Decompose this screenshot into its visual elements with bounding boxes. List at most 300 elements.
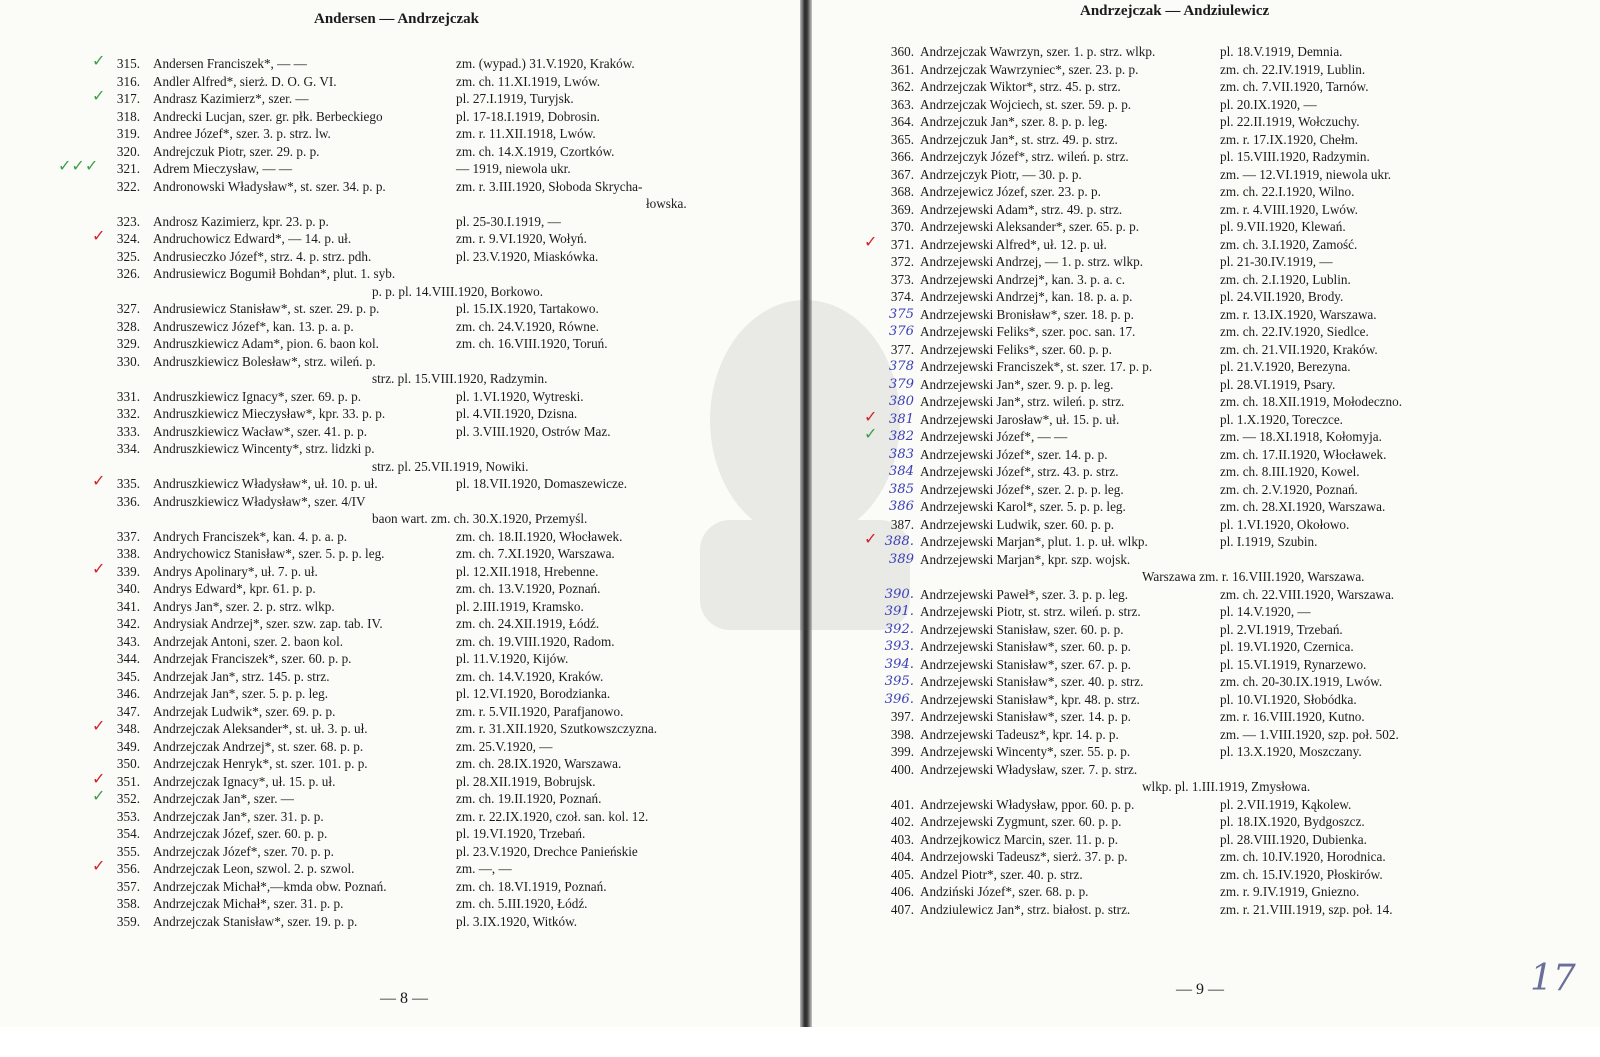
entry-continuation: Warszawa zm. r. 16.VIII.1920, Warszawa. xyxy=(1142,569,1365,584)
entry-name: Andrzejewski Józef*, szer. 2. p. p. leg. xyxy=(920,481,1124,497)
entry-death-info: pl. 12.XII.1918, Hrebenne. xyxy=(456,563,599,579)
entry-name: Andrzejewski Bronisław*, szer. 18. p. p. xyxy=(920,306,1134,322)
entry-name: Andrzejczak Stanisław*, szer. 19. p. p. xyxy=(153,913,358,929)
entry-number: 344. xyxy=(116,651,140,666)
entry-number: 399. xyxy=(890,744,914,759)
entry-death-info: pl. 25-30.I.1919, — xyxy=(456,213,561,229)
entry-death-info: pl. 21-30.IV.1919, — xyxy=(1220,254,1333,269)
entry-death-info: pl. 28.VIII.1920, Dubienka. xyxy=(1220,831,1367,847)
entry-name: Andrzejewski Stanisław, szer. 60. p. p. xyxy=(920,621,1124,637)
entry-number: 398. xyxy=(890,726,914,742)
entry-name: Andrzejewski Franciszek*, st. szer. 17. p. p. xyxy=(920,359,1153,374)
entry-death-info: pl. 21.V.1920, Berezyna. xyxy=(1220,359,1351,374)
entry-name: Andrys Edward*, kpr. 61. p. p. xyxy=(153,581,316,596)
entry-number: 389 xyxy=(888,551,914,567)
entry-name: Andrzejak Ludwik*, szer. 69. p. p. xyxy=(153,703,336,719)
entry-name: Andrys Jan*, szer. 2. p. strz. wlkp. xyxy=(153,598,335,614)
check-icon: ✓ xyxy=(92,86,106,105)
entry-number: 378 xyxy=(888,359,914,374)
entry-number: 391. xyxy=(884,604,914,619)
entry-name: Andrzejczuk Jan*, szer. 8. p. p. leg. xyxy=(920,114,1108,129)
entry-name: Andrych Franciszek*, kan. 4. p. a. p. xyxy=(153,528,348,544)
entry-death-info: zm. — 18.XI.1918, Kołomyja. xyxy=(1220,429,1382,444)
entry-death-info: pl. 14.V.1920, — xyxy=(1220,604,1311,619)
entry-death-info: zm. r. 21.VIII.1919, szp. poł. 14. xyxy=(1220,901,1393,917)
entry-name: Andruszkiewicz Adam*, pion. 6. baon kol. xyxy=(153,336,379,351)
entry-death-info: pl. 1.VI.1920, Okołowo. xyxy=(1220,516,1350,532)
entry-death-info: pl. 17-18.I.1919, Dobrosin. xyxy=(456,108,600,124)
entry-number: 400. xyxy=(890,761,914,777)
entry-number: 373. xyxy=(890,271,914,287)
entry-number: 365. xyxy=(890,131,914,147)
check-icon: ✓ xyxy=(92,471,106,490)
entry-death-info: zm. ch. 19.VIII.1920, Radom. xyxy=(456,633,615,649)
entry-name: Andrzejewski Zygmunt, szer. 60. p. p. xyxy=(920,814,1122,829)
right-page xyxy=(812,0,1600,1057)
entry-death-info: pl. 19.VI.1920, Trzebań. xyxy=(456,826,586,841)
handwritten-page-note: 17 xyxy=(1530,958,1576,999)
entry-number: 331. xyxy=(116,388,140,404)
entry-number: 351. xyxy=(116,773,140,789)
entry-name: Andrusiewicz Stanisław*, st. szer. 29. p. p. xyxy=(153,301,380,316)
entry-death-info: pl. 28.XII.1919, Bobrujsk. xyxy=(456,773,596,789)
entry-death-info: pl. 19.VI.1920, Czernica. xyxy=(1220,639,1354,654)
entry-name: Andrzejewski Władysław, szer. 7. p. strz. xyxy=(920,761,1138,777)
entry-number: 334. xyxy=(116,441,140,456)
entry-name: Andrejczuk Piotr, szer. 29. p. p. xyxy=(153,143,320,159)
entry-number: 347. xyxy=(116,703,140,719)
entry-number: 352. xyxy=(116,791,140,806)
entry-number: 335. xyxy=(116,476,140,491)
entry-death-info: zm. ch. 8.III.1920, Kowel. xyxy=(1220,464,1360,479)
entry-name: Andrzejczyk Józef*, strz. wileń. p. strz. xyxy=(920,149,1129,164)
entry-number: 381 xyxy=(888,411,914,427)
entry-number: 349. xyxy=(116,738,140,754)
entry-number: 396. xyxy=(884,691,914,707)
entry-name: Andrzejczak Wojciech, st. szer. 59. p. p. xyxy=(920,96,1132,112)
entry-number: 375 xyxy=(888,306,914,322)
check-icon: ✓ xyxy=(92,856,106,875)
entry-death-info: zm. ch. 2.I.1920, Lublin. xyxy=(1220,271,1351,287)
entry-death-info: zm. ch. 28.IX.1920, Warszawa. xyxy=(456,756,622,771)
entry-death-info: pl. 2.III.1919, Kramsko. xyxy=(456,598,584,614)
entry-number: 370. xyxy=(890,219,914,234)
entry-death-info: zm. ch. 15.IV.1920, Płoskirów. xyxy=(1220,866,1383,882)
entry-number: 374. xyxy=(890,289,914,304)
entry-death-info: zm. (wypad.) 31.V.1920, Kraków. xyxy=(456,56,635,71)
entry-death-info: zm. r. 4.VIII.1920, Lwów. xyxy=(1220,201,1358,217)
entry-death-info: pl. 18.IX.1920, Bydgoszcz. xyxy=(1220,814,1365,829)
entry-number: 338. xyxy=(116,546,140,561)
entry-death-info: zm. ch. 13.V.1920, Poznań. xyxy=(456,581,601,596)
entry-death-info: zm. 25.V.1920, — xyxy=(456,738,553,754)
page-header: Andrzejczak — Andziulewicz xyxy=(1080,3,1270,19)
entry-name: Andrzejak Franciszek*, szer. 60. p. p. xyxy=(153,651,352,666)
entry-name: Andrzejewski Józef*, strz. 43. p. strz. xyxy=(920,464,1119,479)
entry-name: Andrzejewski Alfred*, uł. 12. p. uł. xyxy=(920,236,1107,252)
entry-death-info: zm. r. 17.IX.1920, Chełm. xyxy=(1220,131,1359,147)
entry-name: Andree Józef*, szer. 3. p. strz. lw. xyxy=(153,126,331,141)
entry-number: 315. xyxy=(116,56,140,71)
entry-name: Andrzejewski Andrzej*, kan. 18. p. a. p. xyxy=(920,289,1133,304)
entry-number: 376 xyxy=(888,324,914,339)
entry-name: Andrzejczak Wiktor*, strz. 45. p. strz. xyxy=(920,79,1121,94)
check-icon: ✓ xyxy=(92,786,106,805)
entry-name: Andrzejewski Tadeusz*, kpr. 14. p. p. xyxy=(920,726,1119,742)
entry-number: 324. xyxy=(116,231,140,246)
entry-death-info: zm. —, — xyxy=(456,861,512,876)
entry-death-info: pl. 3.VIII.1920, Ostrów Maz. xyxy=(456,423,611,439)
entry-number: 327. xyxy=(116,301,140,316)
entry-continuation: strz. pl. 25.VII.1919, Nowiki. xyxy=(372,458,529,474)
entry-number: 361. xyxy=(890,61,914,77)
entry-name: Andrzejewski Feliks*, szer. poc. san. 17. xyxy=(920,324,1136,339)
entry-name: Andrzejewski Stanisław*, szer. 60. p. p. xyxy=(920,639,1131,654)
entry-continuation: łowska. xyxy=(646,196,687,211)
entry-number: 406. xyxy=(890,884,914,899)
entry-death-info: pl. 24.VII.1920, Brody. xyxy=(1220,289,1344,304)
entry-death-info: zm. ch. 17.II.1920, Włocławek. xyxy=(1220,446,1387,462)
entry-name: Andrzejewski Andrzej, — 1. p. strz. wlkp. xyxy=(920,254,1144,269)
entry-number: 332. xyxy=(116,406,140,421)
entry-name: Andrzejewski Stanisław*, szer. 67. p. p. xyxy=(920,656,1131,672)
entry-death-info: zm. ch. 22.IV.1919, Lublin. xyxy=(1220,61,1366,77)
entry-name: Andrychowicz Stanisław*, szer. 5. p. p. leg. xyxy=(153,546,385,561)
entry-death-info: zm. ch. 5.III.1920, Łódź. xyxy=(456,896,588,911)
entry-death-info: zm. r. 9.VI.1920, Wołyń. xyxy=(456,231,587,246)
entry-name: Andruszkiewicz Wacław*, szer. 41. p. p. xyxy=(153,423,368,439)
entry-death-info: zm. r. 13.IX.1920, Warszawa. xyxy=(1220,306,1377,322)
entry-number: 363. xyxy=(890,96,914,112)
entry-death-info: pl. 11.V.1920, Kijów. xyxy=(456,651,569,666)
entry-name: Andrzejczak Henryk*, st. szer. 101. p. p. xyxy=(153,756,368,771)
entry-number: 322. xyxy=(116,178,140,194)
entry-number: 355. xyxy=(116,843,140,859)
entry-name: Andrys Apolinary*, uł. 7. p. uł. xyxy=(153,563,318,579)
entry-name: Andzel Piotr*, szer. 40. p. strz. xyxy=(920,866,1083,882)
entry-number: 371. xyxy=(890,236,914,252)
scan-margin xyxy=(0,1027,1600,1057)
entry-name: Andziński Józef*, szer. 68. p. p. xyxy=(920,884,1089,899)
entry-continuation: wlkp. pl. 1.III.1919, Zmysłowa. xyxy=(1142,779,1311,794)
entry-name: Andrzejak Antoni, szer. 2. baon kol. xyxy=(153,633,344,649)
entry-death-info: zm. ch. 16.VIII.1920, Toruń. xyxy=(456,336,608,351)
entry-name: Andersen Franciszek*, — — xyxy=(153,56,307,71)
entry-number: 382 xyxy=(888,429,914,444)
entry-death-info: zm. r. 16.VIII.1920, Kutno. xyxy=(1220,709,1365,724)
entry-death-info: zm. ch. 22.VIII.1920, Warszawa. xyxy=(1220,586,1395,602)
entry-name: Andrzejewski Jan*, strz. wileń. p. strz. xyxy=(920,394,1125,409)
entry-number: 323. xyxy=(116,213,140,229)
entry-name: Andrzejewski Karol*, szer. 5. p. p. leg. xyxy=(920,499,1126,514)
entry-name: Andrzejewski Paweł*, szer. 3. p. p. leg. xyxy=(920,586,1129,602)
check-icon: ✓ xyxy=(864,529,878,548)
entry-death-info: zm. ch. 22.I.1920, Wilno. xyxy=(1220,184,1355,199)
entry-number: 321. xyxy=(116,161,140,176)
entry-number: 372. xyxy=(890,254,914,269)
entry-number: 356. xyxy=(116,861,140,876)
entry-number: 317. xyxy=(116,91,140,106)
entry-continuation: baon wart. zm. ch. 30.X.1920, Przemyśl. xyxy=(372,511,588,526)
entry-name: Andrzejak Jan*, strz. 145. p. strz. xyxy=(153,668,330,684)
check-icon: ✓ xyxy=(864,406,878,426)
entry-name: Andruszkiewicz Władysław*, szer. 4/IV xyxy=(153,493,366,509)
entry-name: Andruszkiewicz Mieczysław*, kpr. 33. p. p. xyxy=(153,406,386,421)
entry-number: 407. xyxy=(890,901,914,917)
entry-death-info: pl. 4.VII.1920, Dzisna. xyxy=(456,406,578,421)
entry-number: 345. xyxy=(116,668,140,684)
entry-name: Andrzejczak Andrzej*, st. szer. 68. p. p. xyxy=(153,738,364,754)
entry-number: 397. xyxy=(890,709,914,724)
entry-number: 388. xyxy=(884,534,914,549)
entry-name: Andrusiewicz Bogumił Bohdan*, plut. 1. syb. xyxy=(153,266,396,281)
entry-death-info: zm. ch. 19.II.1920, Poznań. xyxy=(456,791,602,806)
entry-number: 333. xyxy=(116,423,140,439)
entry-number: 339. xyxy=(116,563,140,579)
entry-name: Andrzejewski Adam*, strz. 49. p. strz. xyxy=(920,201,1123,217)
entry-number: 341. xyxy=(116,598,140,614)
page-number: — 8 — xyxy=(380,990,428,1007)
entry-name: Andrzejczak Jan*, szer. 31. p. p. xyxy=(153,808,324,824)
entry-number: 367. xyxy=(890,166,914,182)
entry-number: 369. xyxy=(890,201,914,217)
entry-name: Andrzejczak Leon, szwol. 2. p. szwol. xyxy=(153,861,355,876)
entry-death-info: pl. 12.VI.1920, Borodzianka. xyxy=(456,686,611,701)
entry-number: 366. xyxy=(890,149,914,164)
entry-number: 364. xyxy=(890,114,914,129)
entry-number: 353. xyxy=(116,808,140,824)
entry-name: Androsz Kazimierz, kpr. 23. p. p. xyxy=(153,213,329,229)
entry-number: 340. xyxy=(116,581,140,596)
entry-name: Andrecki Lucjan, szer. gr. płk. Berbeckiego xyxy=(153,108,383,124)
entry-name: Andrzejewski Feliks*, szer. 60. p. p. xyxy=(920,341,1112,357)
entry-death-info: pl. 23.V.1920, Drechce Panieńskie xyxy=(456,843,638,859)
entry-name: Andrzejewski Ludwik, szer. 60. p. p. xyxy=(920,516,1115,532)
entry-death-info: zm. ch. 24.XII.1919, Łódź. xyxy=(456,616,600,631)
entry-number: 390. xyxy=(884,586,914,602)
entry-death-info: pl. 3.IX.1920, Witków. xyxy=(456,913,578,929)
entry-name: Andrzejczak Jan*, szer. — xyxy=(153,791,294,806)
entry-name: Andrzejczak Wawrzyniec*, szer. 23. p. p. xyxy=(920,61,1139,77)
entry-death-info: zm. ch. 2.V.1920, Poznań. xyxy=(1220,481,1358,497)
entry-number: 362. xyxy=(890,79,914,94)
entry-number: 379 xyxy=(888,376,914,392)
entry-number: 360. xyxy=(890,44,914,59)
entry-number: 358. xyxy=(116,896,140,911)
entry-name: Andrzejewski Marjan*, kpr. szp. wojsk. xyxy=(920,551,1131,567)
entry-name: Andrzejczak Aleksander*, st. uł. 3. p. uł. xyxy=(153,721,368,736)
entry-number: 405. xyxy=(890,866,914,882)
entry-death-info: zm. ch. 24.V.1920, Równe. xyxy=(456,318,599,334)
entry-number: 342. xyxy=(116,616,140,631)
entry-death-info: pl. 10.VI.1920, Słobódka. xyxy=(1220,691,1357,707)
entry-name: Andrusieczko Józef*, strz. 4. p. strz. pdh. xyxy=(153,248,372,264)
entry-death-info: pl. I.1919, Szubin. xyxy=(1220,534,1318,549)
entry-number: 385 xyxy=(888,481,914,497)
entry-name: Andrzejczak Michał*,—kmda obw. Poznań. xyxy=(153,878,387,894)
check-icon: ✓ xyxy=(864,424,878,443)
page-header: Andersen — Andrzejczak xyxy=(314,11,479,27)
entry-death-info: zm. ch. 7.XI.1920, Warszawa. xyxy=(456,546,615,561)
entry-death-info: zm. r. 3.III.1920, Słoboda Skrycha- xyxy=(456,178,643,194)
entry-number: 377. xyxy=(890,341,914,357)
entry-name: Andrzejowski Tadeusz*, sierż. 37. p. p. xyxy=(920,849,1128,864)
entry-name: Andrysiak Andrzej*, szer. szw. zap. tab. IV. xyxy=(153,616,383,631)
entry-death-info: pl. 23.V.1920, Miaskówka. xyxy=(456,248,599,264)
entry-name: Adrem Mieczysław, — — xyxy=(153,161,293,176)
entry-name: Andrzejewski Stanisław*, szer. 40. p. strz. xyxy=(920,674,1144,689)
entry-death-info: zm. ch. 3.I.1920, Zamość. xyxy=(1220,236,1358,252)
check-icon: ✓ xyxy=(92,51,106,70)
entry-number: 357. xyxy=(116,878,140,894)
entry-death-info: zm. r. 5.VII.1920, Parafjanowo. xyxy=(456,703,624,719)
entry-death-info: pl. 20.IX.1920, — xyxy=(1220,96,1317,112)
entry-number: 329. xyxy=(116,336,140,351)
entry-death-info: pl. 15.IX.1920, Tartakowo. xyxy=(456,301,599,316)
entry-death-info: pl. 27.I.1919, Turyjsk. xyxy=(456,91,574,106)
entry-number: 325. xyxy=(116,248,140,264)
entry-name: Andruszewicz Józef*, kan. 13. p. a. p. xyxy=(153,318,354,334)
entry-death-info: pl. 1.X.1920, Toreczce. xyxy=(1220,411,1343,427)
entry-death-info: pl. 2.VII.1919, Kąkolew. xyxy=(1220,796,1352,812)
entry-death-info: pl. 18.V.1919, Demnia. xyxy=(1220,44,1343,59)
entry-death-info: zm. ch. 10.IV.1920, Horodnica. xyxy=(1220,849,1386,864)
check-icon: ✓ xyxy=(92,716,106,735)
entry-number: 346. xyxy=(116,686,140,701)
entry-number: 343. xyxy=(116,633,140,649)
entry-death-info: zm. — 12.VI.1919, niewola ukr. xyxy=(1220,166,1392,182)
entry-number: 359. xyxy=(116,913,140,929)
entry-name: Andrzejewski Stanisław*, kpr. 48. p. strz. xyxy=(920,691,1140,707)
entry-name: Andrzejczyk Piotr, — 30. p. p. xyxy=(920,166,1082,182)
entry-name: Andrzejewski Aleksander*, szer. 65. p. p. xyxy=(920,219,1140,234)
entry-death-info: zm. ch. 11.XI.1919, Lwów. xyxy=(456,73,601,89)
entry-death-info: — 1919, niewola ukr. xyxy=(456,161,571,176)
entry-number: 380 xyxy=(888,394,914,409)
entry-number: 401. xyxy=(890,796,914,812)
entry-number: 328. xyxy=(116,318,140,334)
entry-death-info: zm. ch. 14.X.1919, Czortków. xyxy=(456,143,615,159)
entry-number: 392. xyxy=(884,621,914,637)
entry-number: 316. xyxy=(116,73,140,89)
entry-death-info: zm. ch. 14.V.1920, Kraków. xyxy=(456,668,604,684)
entry-death-info: zm. ch. 18.XII.1919, Mołodeczno. xyxy=(1220,394,1403,409)
entry-name: Andrzejewski Józef*, szer. 14. p. p. xyxy=(920,446,1108,462)
entry-name: Andrzejewski Stanisław*, szer. 14. p. p. xyxy=(920,709,1131,724)
entry-death-info: pl. 28.VI.1919, Psary. xyxy=(1220,376,1336,392)
entry-death-info: pl. 9.VII.1920, Klewań. xyxy=(1220,219,1346,234)
entry-name: Andrasz Kazimierz*, szer. — xyxy=(153,91,309,106)
page-number: — 9 — xyxy=(1176,981,1224,998)
entry-number: 319. xyxy=(116,126,140,141)
entry-name: Andruszkiewicz Władysław*, uł. 10. p. uł. xyxy=(153,476,378,491)
entry-name: Andrzejczuk Jan*, st. strz. 49. p. strz. xyxy=(920,131,1118,147)
check-icon: ✓ xyxy=(92,558,106,578)
entry-name: Andrzejczak Ignacy*, uł. 15. p. uł. xyxy=(153,773,336,789)
entry-death-info: zm. ch. 18.VI.1919, Poznań. xyxy=(456,878,607,894)
entry-number: 350. xyxy=(116,756,140,771)
entry-name: Andrzejewski Marjan*, plut. 1. p. uł. wlkp. xyxy=(920,534,1148,549)
entry-name: Andrzejewski Józef*, — — xyxy=(920,429,1068,444)
entry-number: 394. xyxy=(884,656,914,672)
entry-death-info: zm. ch. 7.VII.1920, Tarnów. xyxy=(1220,79,1369,94)
entry-death-info: zm. r. 9.IV.1919, Gniezno. xyxy=(1220,884,1360,899)
entry-name: Andrzejewski Władysław, ppor. 60. p. p. xyxy=(920,796,1135,812)
entry-number: 318. xyxy=(116,108,140,124)
entry-name: Andrzejewicz Józef, szer. 23. p. p. xyxy=(920,184,1101,199)
check-icon: ✓ xyxy=(92,226,106,245)
entry-number: 393. xyxy=(884,639,914,654)
check-icon: ✓ xyxy=(92,768,106,788)
entry-death-info: zm. ch. 18.II.1920, Włocławek. xyxy=(456,528,623,544)
check-icon: ✓✓✓ xyxy=(58,156,99,175)
entry-number: 402. xyxy=(890,814,914,829)
entry-continuation: strz. pl. 15.VIII.1920, Radzymin. xyxy=(372,371,548,386)
entry-name: Andrzejak Jan*, szer. 5. p. p. leg. xyxy=(153,686,329,701)
entry-name: Andrzejewski Wincenty*, szer. 55. p. p. xyxy=(920,744,1131,759)
entry-name: Andziulewicz Jan*, strz. białost. p. strz. xyxy=(920,901,1131,917)
entry-death-info: zm. — 1.VIII.1920, szp. poł. 502. xyxy=(1220,726,1399,742)
entry-name: Andrzejewski Jarosław*, uł. 15. p. uł. xyxy=(920,411,1120,427)
entry-number: 383 xyxy=(888,446,914,462)
entry-death-info: zm. ch. 21.VII.1920, Kraków. xyxy=(1220,341,1378,357)
entry-death-info: pl. 18.VII.1920, Domaszewicze. xyxy=(456,476,628,491)
entry-death-info: pl. 15.VIII.1920, Radzymin. xyxy=(1220,149,1370,164)
entry-number: 387. xyxy=(890,516,914,532)
entry-number: 354. xyxy=(116,826,140,841)
entry-death-info: zm. r. 31.XII.1920, Szutkowszczyzna. xyxy=(456,721,658,736)
entry-name: Andrzejewski Andrzej*, kan. 3. p. a. c. xyxy=(920,271,1126,287)
entry-number: 395. xyxy=(884,674,914,689)
entry-death-info: zm. r. 11.XII.1918, Lwów. xyxy=(456,126,596,141)
entry-number: 404. xyxy=(890,849,914,864)
entry-death-info: pl. 13.X.1920, Moszczany. xyxy=(1220,744,1362,759)
entry-number: 336. xyxy=(116,493,140,509)
entry-death-info: zm. ch. 22.IV.1920, Siedlce. xyxy=(1220,324,1369,339)
entry-number: 368. xyxy=(890,184,914,199)
entry-name: Andruchowicz Edward*, — 14. p. uł. xyxy=(153,231,352,246)
entry-name: Andrzejewski Jan*, szer. 9. p. p. leg. xyxy=(920,376,1114,392)
entry-death-info: zm. ch. 28.XI.1920, Warszawa. xyxy=(1220,499,1386,514)
entry-number: 337. xyxy=(116,528,140,544)
entry-name: Andrzejczak Józef, szer. 60. p. p. xyxy=(153,826,328,841)
entry-name: Andrzejczak Wawrzyn, szer. 1. p. strz. wlkp. xyxy=(920,44,1156,59)
entry-continuation: p. p. pl. 14.VIII.1920, Borkowo. xyxy=(372,283,544,299)
entry-death-info: zm. r. 22.IX.1920, czoł. san. kol. 12. xyxy=(456,808,649,824)
entry-number: 330. xyxy=(116,353,140,369)
entry-name: Andruszkiewicz Wincenty*, strz. lidzki p. xyxy=(153,441,375,456)
entry-number: 403. xyxy=(890,831,914,847)
entry-death-info: pl. 22.II.1919, Wołczuchy. xyxy=(1220,114,1360,129)
entry-number: 320. xyxy=(116,143,140,159)
entry-name: Andler Alfred*, sierż. D. O. G. VI. xyxy=(153,73,337,89)
check-icon: ✓ xyxy=(864,231,878,251)
entry-name: Andruszkiewicz Bolesław*, strz. wileń. p. xyxy=(153,353,376,369)
entry-death-info: pl. 15.VI.1919, Rynarzewo. xyxy=(1220,656,1367,672)
entry-name: Andrzejczak Michał*, szer. 31. p. p. xyxy=(153,896,344,911)
entry-number: 384 xyxy=(888,464,914,479)
entry-name: Andrzejkowicz Marcin, szer. 11. p. p. xyxy=(920,831,1118,847)
entry-name: Andrzejczak Józef*, szer. 70. p. p. xyxy=(153,843,334,859)
entry-name: Andronowski Władysław*, st. szer. 34. p. p. xyxy=(153,178,386,194)
entry-number: 326. xyxy=(116,266,140,281)
entry-name: Andruszkiewicz Ignacy*, szer. 69. p. p. xyxy=(153,388,362,404)
entry-death-info: pl. 2.VI.1919, Trzebań. xyxy=(1220,621,1343,637)
entry-number: 386 xyxy=(888,499,914,514)
entry-death-info: pl. 1.VI.1920, Wytreski. xyxy=(456,388,584,404)
entry-name: Andrzejewski Piotr, st. strz. wileń. p. strz. xyxy=(920,604,1141,619)
entry-number: 348. xyxy=(116,721,140,736)
